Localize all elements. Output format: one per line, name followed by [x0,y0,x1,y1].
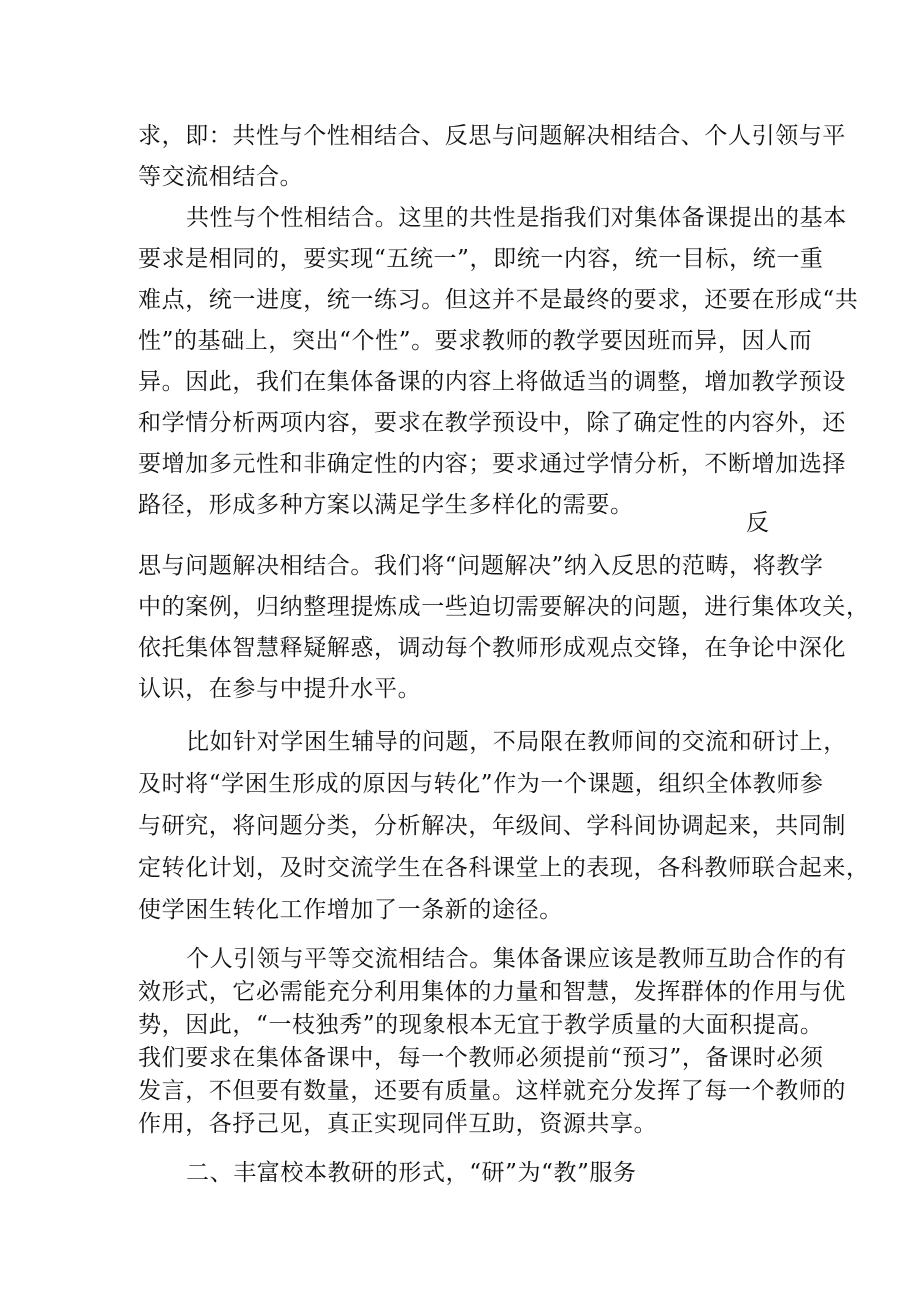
paragraph-line: 难点，统一进度，统一练习。但这并不是最终的要求，还要在形成“共 [138,287,859,313]
paragraph-line: 发言，不但要有数量，还要有质量。这样就充分发挥了每一个教师的 [138,1078,846,1104]
paragraph-line: 效形式，它必需能充分利用集体的力量和智慧，发挥群体的作用与优 [138,979,846,1005]
paragraph-line: 思与问题解决相结合。我们将“问题解决”纳入反思的范畴，将教学 [138,553,824,579]
paragraph-line: 使学困生转化工作增加了一条新的途径。 [138,897,563,923]
paragraph-line: 等交流相结合。 [138,164,304,190]
paragraph-line: 及时将“学困生形成的原因与转化”作为一个课题，组织全体教师参 [138,771,824,797]
paragraph-line: 中的案例，归纳整理提炼成一些迫切需要解决的问题，进行集体攻关， [138,594,870,620]
paragraph-line: 个人引领与平等交流相结合。集体备课应该是教师互助合作的有 [186,946,847,972]
paragraph-line: 性”的基础上，突出“个性”。要求教师的教学要因班而异，因人而 [138,328,813,354]
paragraph-line: 共性与个性相结合。这里的共性是指我们对集体备课提出的基本 [186,205,847,231]
paragraph-line: 异。因此，我们在集体备课的内容上将做适当的调整，增加教学预设 [138,369,846,395]
section-heading: 二、丰富校本教研的形式，“研”为“教”服务 [186,1160,637,1186]
paragraph-line: 作用，各抒己见，真正实现同伴互助，资源共享。 [138,1111,658,1137]
paragraph-line: 要求是相同的，要实现“五统一”，即统一内容，统一目标，统一重 [138,246,824,272]
paragraph-line: 要增加多元性和非确定性的内容；要求通过学情分析，不断增加选择 [138,451,846,477]
paragraph-line: 比如针对学困生辅导的问题，不局限在教师间的交流和研讨上， [186,729,847,755]
paragraph-line: 求，即：共性与个性相结合、反思与问题解决相结合、个人引领与平 [138,123,846,149]
paragraph-line: 认识，在参与中提升水平。 [138,676,422,702]
paragraph-line: 势，因此，“一枝独秀”的现象根本无宜于教学质量的大面积提高。 [138,1012,824,1038]
paragraph-line: 定转化计划，及时交流学生在各科课堂上的表现，各科教师联合起来， [138,855,870,881]
paragraph-line: 和学情分析两项内容，要求在教学预设中，除了确定性的内容外，还 [138,410,846,436]
paragraph-line: 与研究，将问题分类，分析解决，年级间、学科间协调起来，共同制 [138,813,846,839]
paragraph-line-fragment: 反 [746,510,769,536]
paragraph-line: 我们要求在集体备课中，每一个教师必须提前“预习”，备课时必须 [138,1045,824,1071]
paragraph-line: 路径，形成多种方案以满足学生多样化的需要。 [138,492,634,518]
paragraph-line: 依托集体智慧释疑解惑，调动每个教师形成观点交锋，在争论中深化 [138,635,846,661]
